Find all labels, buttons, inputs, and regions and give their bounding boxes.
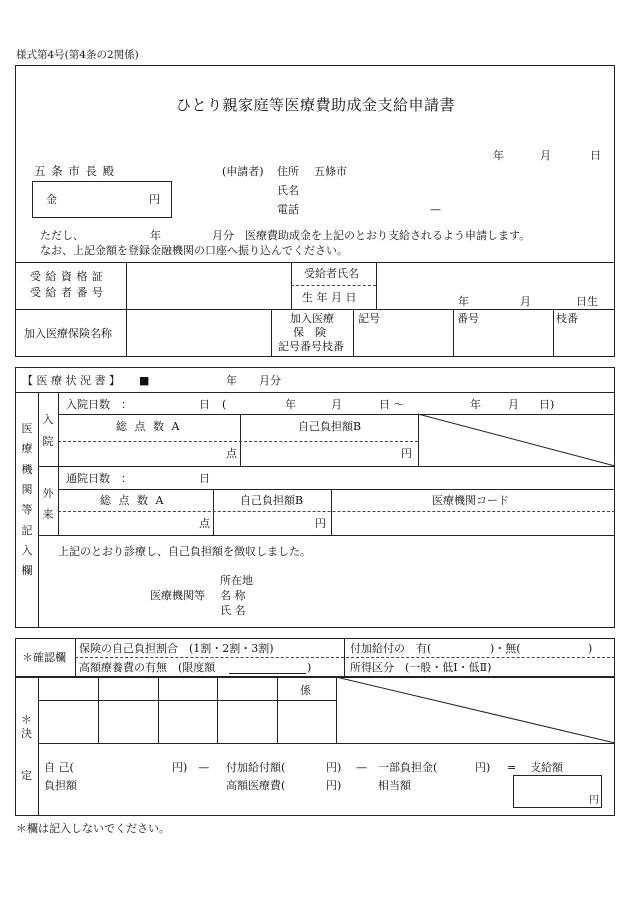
minus-sign: —: [356, 761, 367, 774]
decision-label-2: 定: [21, 769, 32, 782]
qualification-label-2: 受 給 者 番 号: [30, 286, 104, 299]
outpatient-points-unit: 点: [199, 517, 210, 530]
institution-code-label: 医療機関コード: [432, 494, 509, 507]
form-number: 様式第4号(第4条の2関係): [16, 49, 139, 61]
statement-line2: なお、上記金額を登録金融機関の口座へ振り込んでください。: [40, 244, 348, 257]
payment-label: 支給額: [530, 761, 563, 774]
high-cost-amount-label: 高額医療費(: [226, 779, 286, 792]
footnote: ＊欄は記入しないでください。: [16, 822, 170, 835]
inpatient-day-1: 日 〜: [379, 398, 405, 411]
outpatient-label: 外来: [42, 487, 54, 521]
equals-sign: =: [507, 761, 517, 774]
outpatient-yen-unit: 円: [315, 517, 326, 530]
outpatient-total-points: 総 点 数 A: [100, 494, 166, 507]
partial-payment-label: 一部負担金(: [378, 761, 438, 774]
branch-label: 枝番: [556, 312, 578, 325]
address-value[interactable]: 五條市: [314, 165, 347, 178]
additional-pay-label: 付加給付の 有(: [350, 642, 432, 655]
page-title: ひとり親家庭等医療費助成金支給申請書: [176, 96, 456, 114]
insurance-symbol-1: 加入医療: [290, 312, 334, 325]
birth-day: 日生: [576, 295, 598, 308]
high-cost-close: ): [307, 661, 312, 674]
date-day: 日: [590, 149, 601, 162]
self-label-2: 負担額: [44, 779, 77, 792]
self-yen-minus: 円) —: [172, 761, 210, 774]
amount-unit: 円: [149, 193, 160, 206]
date-month: 月: [540, 149, 551, 162]
medical-square: ■: [139, 374, 150, 387]
medical-year: 年: [226, 374, 237, 387]
inpatient-day-unit: 日: [199, 398, 210, 411]
institution-label: 医療機関等: [150, 589, 205, 602]
certify-text: 上記のとおり診療し、自己負担額を徴収しました。: [58, 545, 311, 558]
high-cost-yen-close: 円): [326, 779, 342, 792]
decision-diagonal: [336, 677, 615, 743]
birth-year: 年: [458, 295, 469, 308]
medical-side-label: 医療機関等記入欄: [21, 422, 33, 578]
inpatient-self-pay: 自己負担額B: [298, 420, 362, 433]
inpatient-year-1: 年: [285, 398, 296, 411]
phone-label: 電話: [277, 203, 299, 216]
recipient-name-label: 受給者氏名: [304, 267, 359, 280]
inpatient-total-points: 総 点 数 A: [116, 420, 182, 433]
outpatient-self-pay: 自己負担額B: [240, 494, 304, 507]
inpatient-points-unit: 点: [226, 447, 237, 460]
additional-pay-close: ): [588, 642, 593, 655]
additional-pay-mid: )・無(: [490, 642, 521, 655]
decision-star: ＊: [21, 713, 32, 726]
addressee: 五 条 市 長 殿: [34, 164, 116, 178]
inpatient-yen-unit: 円: [401, 447, 412, 460]
equivalent-label: 相当額: [378, 779, 411, 792]
self-pay-ratio: 保険の自己負担割合 (1割・2割・3割): [79, 642, 274, 655]
inpatient-diagonal: [418, 414, 615, 466]
statement-year: 年: [150, 229, 161, 242]
medical-month: 月分: [259, 374, 281, 387]
name-of-institution-label: 名 称: [220, 589, 246, 602]
amount-label: 金: [46, 193, 57, 206]
outpatient-day-unit: 日: [199, 472, 210, 485]
symbol-label: 記号: [358, 312, 380, 325]
statement-line1: 月分 医療費助成金を上記のとおり支給されるよう申請します。: [212, 229, 531, 242]
decision-label-1: 決: [21, 727, 32, 740]
inpatient-paren-open: (: [222, 398, 227, 411]
name-label: 氏名: [277, 184, 299, 197]
additional-yen-close: 円): [326, 761, 342, 774]
statement-prefix: ただし、: [40, 229, 84, 242]
date-year: 年: [493, 149, 504, 162]
birth-date-label: 生 年 月 日: [302, 291, 357, 304]
person-name-label: 氏 名: [220, 604, 246, 617]
self-label-1: 自 己(: [44, 761, 74, 774]
confirm-label: ＊確認欄: [22, 651, 66, 664]
income-class: 所得区分 (一般・低Ⅰ・低Ⅱ): [350, 661, 492, 674]
insurance-symbol-3: 記号番号枝番: [278, 340, 344, 353]
high-cost-label: 高額療養費の有無 (限度額: [79, 661, 216, 674]
outpatient-days-label: 通院日数 ：: [66, 472, 132, 485]
address-label: 住所: [277, 165, 299, 178]
inpatient-days-label: 入院日数 ：: [66, 398, 132, 411]
inpatient-month-1: 月: [331, 398, 342, 411]
applicant-label: (申請者): [222, 165, 264, 178]
location-label: 所在地: [220, 574, 253, 587]
phone-dash: —: [430, 203, 441, 216]
inpatient-year-2: 年: [470, 398, 481, 411]
birth-month: 月: [520, 295, 531, 308]
payment-unit: 円: [589, 795, 599, 806]
number-label: 番号: [457, 312, 479, 325]
medical-header: 【 医 療 状 況 書 】: [22, 374, 120, 387]
qualification-label-1: 受 給 資 格 証: [30, 270, 104, 283]
insurance-name-label: 加入医療保険名称: [24, 327, 112, 340]
insurance-symbol-2: 保 険: [293, 326, 326, 339]
additional-amount-label: 付加給付額(: [226, 761, 286, 774]
inpatient-month-2: 月: [508, 398, 519, 411]
inpatient-day-2: 日): [539, 398, 555, 411]
kakari-label: 係: [300, 684, 311, 697]
partial-yen-close: 円): [475, 761, 491, 774]
inpatient-label: 入院: [42, 413, 54, 448]
